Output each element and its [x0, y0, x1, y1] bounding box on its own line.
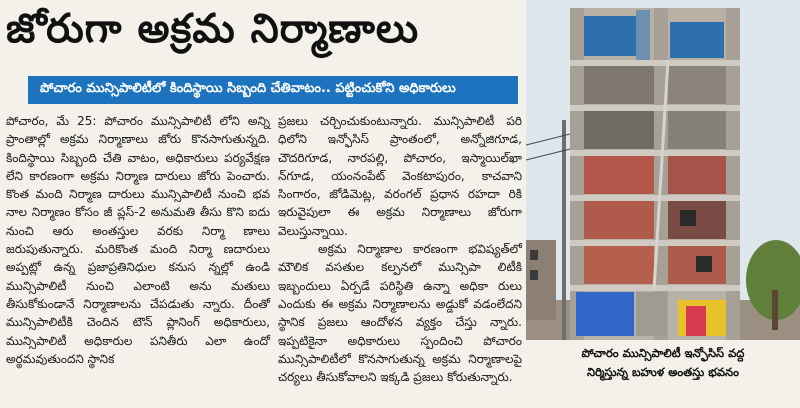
column-2-paragraph-2: అక్రమ నిర్మాణాల కారణంగా భవిష్యత్‌లో మౌలిక వసతుల కల్పనలో మున్సిపా లిటీకి ఇబ్బందులు ఏర్పడే పరిస్థితి ఉన్నా అధికా రులు ఎందుకు ఈ అక్రమ నిర్మాణాలను అడ్డుకో వడంలేదని స్థానిక ప్రజలు ఆందోళన వ్యక్తం చేస్తు న్నారు. ఇప్పటికైనా అధికారులు స్పందించి పోచారం మున్సిపాలిటీలో కొనసాగుతున్న అక్రమ నిర్మాణాలపై చర్యలు తీసుకోవాలని ఇక్కడి ప్రజలు కోరుతున్నారు.: [278, 242, 522, 385]
caption-line-2: నిర్మిస్తున్న బహుళ అంతస్తు భవనం: [587, 365, 739, 379]
caption-line-1: పోచారం మున్సిపాలిటీ ఇన్ఫోసిస్ వద్ద: [581, 346, 745, 360]
subheadline-banner: పోచారం మున్సిపాలిటీలో కిందిస్థాయి సిబ్బంది చేతివాటం.. పట్టించుకోని అధికారులు: [28, 76, 518, 104]
column-1-text: పోచారం, మే 25: పోచారం మున్సిపాలిటీ లోని అన్ని ప్రాంతాల్లో అక్రమ నిర్మాణాలు జోరు కొనసాగుతున్నది. కిందిస్థాయి సిబ్బంది చేతి వాటం, అధికారులు పర్యవేక్షణ లేని కారణంగా అక్రమ నిర్మాణ దారులు జోరు పెంచారు. కొంత మంది నిర్మాణ దారులు మున్సిపాలిటీ నుంచి భవ నాల నిర్మాణం కోసం జీ ప్లస్-2 అనుమతి తీసు కొని ఐదు నుంచి ఆరు అంతస్తుల వరకు నిర్మా ణాలు జరుపుతున్నారు. మరికొంత మంది నిర్మా ణదారులు అప్పట్లో ఉన్న ప్రజాప్రతినిధుల కనుస న్నల్లో ఉండి మున్సిపాలిటీ నుంచి ఎలాంటి అను మతులు తీసుకోకుండానే నిర్మాణాలను చేపడుతు న్నారు. దీంతో మున్సిపాలిటీకి చెందిన టౌన్ ప్లానింగ్ అధికారులు, మున్సిపాలిటీ అధికారుల పనితీరు ఎలా ఉందో అర్థమవుతుందని స్థానిక: [6, 114, 270, 366]
headline: జోరుగా అక్రమ నిర్మాణాలు: [6, 6, 420, 52]
article-column-2: [278, 112, 522, 386]
article-column-1: [6, 112, 270, 368]
building-photo: [526, 0, 800, 340]
photo-caption: [526, 344, 800, 390]
column-2-paragraph-1: ప్రజలు చర్చించుకుంటున్నారు. మున్సిపాలిటీ పరి ధిలోని ఇన్ఫోసిస్ ప్రాంతంలో, అన్నోజిగూడ, చౌదరిగూడ, నారపల్లి, పోచారం, ఇస్మాయిల్‌ఖా న్‌గూడ, యంనంపేట్ వెంకటాపురం, కాచవాని సింగారం, జోడిమెట్ల, వరంగల్ ప్రధాన రహదా రికి ఇరువైపులా ఈ అక్రమ నిర్మాణాలు జోరుగా వెలుస్తున్నాయి.: [278, 114, 522, 238]
